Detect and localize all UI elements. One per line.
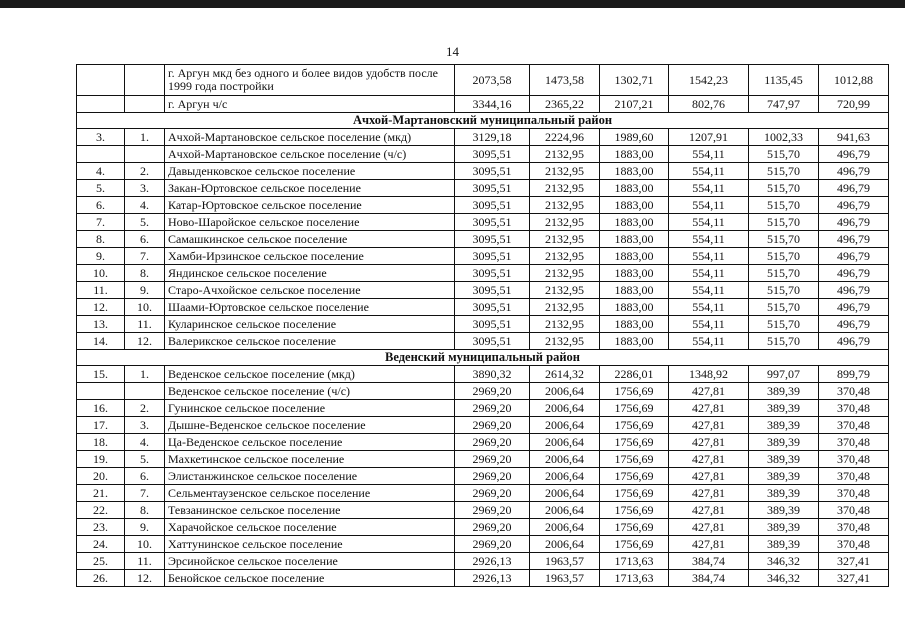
value-cell: 3095,51 xyxy=(455,265,530,282)
value-cell: 1883,00 xyxy=(600,163,669,180)
value-cell: 1002,33 xyxy=(749,129,819,146)
value-cell: 427,81 xyxy=(669,434,749,451)
value-cell: 515,70 xyxy=(749,146,819,163)
value-cell: 2969,20 xyxy=(455,536,530,553)
row-number: 16. xyxy=(77,400,125,417)
value-cell: 389,39 xyxy=(749,468,819,485)
value-cell: 515,70 xyxy=(749,265,819,282)
value-cell: 515,70 xyxy=(749,197,819,214)
table-row xyxy=(77,248,889,265)
value-cell: 496,79 xyxy=(819,163,889,180)
table-row xyxy=(77,96,889,113)
value-cell: 427,81 xyxy=(669,519,749,536)
settlement-name: Ново-Шаройское сельское поселение xyxy=(165,214,455,231)
value-cell: 1756,69 xyxy=(600,417,669,434)
row-sub-number: 3. xyxy=(125,180,165,197)
value-cell: 2132,95 xyxy=(530,214,600,231)
value-cell: 2006,64 xyxy=(530,502,600,519)
row-number: 10. xyxy=(77,265,125,282)
row-number: 15. xyxy=(77,366,125,383)
value-cell: 2224,96 xyxy=(530,129,600,146)
value-cell: 370,48 xyxy=(819,502,889,519)
value-cell: 1883,00 xyxy=(600,180,669,197)
row-number xyxy=(77,146,125,163)
value-cell: 1883,00 xyxy=(600,214,669,231)
table-row xyxy=(77,536,889,553)
settlement-name: Самашкинское сельское поселение xyxy=(165,231,455,248)
settlement-name: Сельментаузенское сельское поселение xyxy=(165,485,455,502)
value-cell: 2969,20 xyxy=(455,383,530,400)
value-cell: 3095,51 xyxy=(455,316,530,333)
value-cell: 496,79 xyxy=(819,282,889,299)
settlement-name: Яндинское сельское поселение xyxy=(165,265,455,282)
value-cell: 2926,13 xyxy=(455,553,530,570)
row-sub-number: 7. xyxy=(125,485,165,502)
value-cell: 496,79 xyxy=(819,180,889,197)
value-cell: 1963,57 xyxy=(530,570,600,587)
value-cell: 554,11 xyxy=(669,214,749,231)
value-cell: 3890,32 xyxy=(455,366,530,383)
row-number: 24. xyxy=(77,536,125,553)
section-header-row xyxy=(77,350,889,366)
value-cell: 2132,95 xyxy=(530,299,600,316)
table-row xyxy=(77,197,889,214)
settlement-name: Ца-Веденское сельское поселение xyxy=(165,434,455,451)
table-row xyxy=(77,434,889,451)
value-cell: 2132,95 xyxy=(530,163,600,180)
value-cell: 3095,51 xyxy=(455,214,530,231)
settlement-name: Тевзанинское сельское поселение xyxy=(165,502,455,519)
value-cell: 389,39 xyxy=(749,383,819,400)
value-cell: 1756,69 xyxy=(600,451,669,468)
value-cell: 1348,92 xyxy=(669,366,749,383)
settlement-name: Гунинское сельское поселение xyxy=(165,400,455,417)
value-cell: 3095,51 xyxy=(455,231,530,248)
value-cell: 2132,95 xyxy=(530,180,600,197)
value-cell: 2132,95 xyxy=(530,265,600,282)
value-cell: 1883,00 xyxy=(600,282,669,299)
row-sub-number: 8. xyxy=(125,265,165,282)
row-number: 14. xyxy=(77,333,125,350)
table-row xyxy=(77,485,889,502)
value-cell: 1473,58 xyxy=(530,65,600,96)
value-cell: 2132,95 xyxy=(530,146,600,163)
value-cell: 554,11 xyxy=(669,282,749,299)
value-cell: 1883,00 xyxy=(600,316,669,333)
value-cell: 554,11 xyxy=(669,231,749,248)
settlement-name: Старо-Ачхойское сельское поселение xyxy=(165,282,455,299)
page-bottom xyxy=(0,636,905,640)
value-cell: 370,48 xyxy=(819,383,889,400)
table-row xyxy=(77,129,889,146)
value-cell: 1883,00 xyxy=(600,248,669,265)
table-row xyxy=(77,451,889,468)
value-cell: 2614,32 xyxy=(530,366,600,383)
value-cell: 3095,51 xyxy=(455,299,530,316)
value-cell: 2969,20 xyxy=(455,451,530,468)
value-cell: 2969,20 xyxy=(455,502,530,519)
row-number: 13. xyxy=(77,316,125,333)
value-cell: 3095,51 xyxy=(455,282,530,299)
value-cell: 3095,51 xyxy=(455,163,530,180)
table-row xyxy=(77,146,889,163)
value-cell: 346,32 xyxy=(749,570,819,587)
section-title: Веденский муниципальный район xyxy=(77,350,889,366)
value-cell: 496,79 xyxy=(819,214,889,231)
value-cell: 2969,20 xyxy=(455,434,530,451)
row-sub-number: 10. xyxy=(125,536,165,553)
row-sub-number: 9. xyxy=(125,519,165,536)
value-cell: 389,39 xyxy=(749,434,819,451)
settlement-name: Давыденковское сельское поселение xyxy=(165,163,455,180)
value-cell: 515,70 xyxy=(749,333,819,350)
value-cell: 389,39 xyxy=(749,485,819,502)
settlement-name: г. Аргун ч/с xyxy=(165,96,455,113)
settlement-name: г. Аргун мкд без одного и более видов удобств после 1999 года постройки xyxy=(165,65,455,96)
settlement-name: Хаттунинское сельское поселение xyxy=(165,536,455,553)
row-number: 7. xyxy=(77,214,125,231)
table-row xyxy=(77,214,889,231)
value-cell: 496,79 xyxy=(819,316,889,333)
settlement-name: Харачойское сельское поселение xyxy=(165,519,455,536)
value-cell: 2132,95 xyxy=(530,316,600,333)
value-cell: 515,70 xyxy=(749,231,819,248)
value-cell: 2132,95 xyxy=(530,248,600,265)
value-cell: 3095,51 xyxy=(455,248,530,265)
value-cell: 1302,71 xyxy=(600,65,669,96)
value-cell: 2132,95 xyxy=(530,231,600,248)
row-sub-number: 4. xyxy=(125,434,165,451)
settlement-name: Ачхой-Мартановское сельское поселение (ч/с) xyxy=(165,146,455,163)
value-cell: 370,48 xyxy=(819,536,889,553)
row-number: 25. xyxy=(77,553,125,570)
settlement-name: Закан-Юртовское сельское поселение xyxy=(165,180,455,197)
settlement-name: Эрсинойское сельское поселение xyxy=(165,553,455,570)
row-sub-number: 1. xyxy=(125,366,165,383)
value-cell: 2006,64 xyxy=(530,434,600,451)
value-cell: 389,39 xyxy=(749,502,819,519)
table-row xyxy=(77,163,889,180)
row-sub-number: 4. xyxy=(125,197,165,214)
row-sub-number: 6. xyxy=(125,468,165,485)
value-cell: 1713,63 xyxy=(600,570,669,587)
value-cell: 515,70 xyxy=(749,163,819,180)
value-cell: 2073,58 xyxy=(455,65,530,96)
table-row xyxy=(77,570,889,587)
value-cell: 1756,69 xyxy=(600,502,669,519)
table-row xyxy=(77,366,889,383)
row-sub-number: 5. xyxy=(125,451,165,468)
value-cell: 941,63 xyxy=(819,129,889,146)
settlement-name: Катар-Юртовское сельское поселение xyxy=(165,197,455,214)
row-sub-number: 2. xyxy=(125,163,165,180)
value-cell: 2132,95 xyxy=(530,197,600,214)
value-cell: 1756,69 xyxy=(600,536,669,553)
value-cell: 1756,69 xyxy=(600,383,669,400)
table-row xyxy=(77,333,889,350)
row-number: 18. xyxy=(77,434,125,451)
row-number: 8. xyxy=(77,231,125,248)
table-row xyxy=(77,299,889,316)
value-cell: 997,07 xyxy=(749,366,819,383)
value-cell: 1989,60 xyxy=(600,129,669,146)
value-cell: 389,39 xyxy=(749,519,819,536)
value-cell: 346,32 xyxy=(749,553,819,570)
table-body xyxy=(77,65,889,587)
row-number: 19. xyxy=(77,451,125,468)
value-cell: 515,70 xyxy=(749,248,819,265)
settlement-name: Шаами-Юртовское сельское поселение xyxy=(165,299,455,316)
row-sub-number: 5. xyxy=(125,214,165,231)
value-cell: 554,11 xyxy=(669,299,749,316)
value-cell: 2969,20 xyxy=(455,485,530,502)
settlement-name: Элистанжинское сельское поселение xyxy=(165,468,455,485)
settlement-name: Валерикское сельское поселение xyxy=(165,333,455,350)
value-cell: 554,11 xyxy=(669,180,749,197)
value-cell: 2969,20 xyxy=(455,417,530,434)
row-number xyxy=(77,383,125,400)
value-cell: 496,79 xyxy=(819,146,889,163)
value-cell: 2132,95 xyxy=(530,282,600,299)
value-cell: 515,70 xyxy=(749,282,819,299)
scan-top-border xyxy=(0,0,905,8)
row-sub-number: 12. xyxy=(125,570,165,587)
row-sub-number: 7. xyxy=(125,248,165,265)
value-cell: 427,81 xyxy=(669,400,749,417)
value-cell: 1135,45 xyxy=(749,65,819,96)
row-number: 23. xyxy=(77,519,125,536)
value-cell: 496,79 xyxy=(819,248,889,265)
value-cell: 3095,51 xyxy=(455,146,530,163)
settlement-name: Кулаpинское сельское поселение xyxy=(165,316,455,333)
row-number: 9. xyxy=(77,248,125,265)
value-cell: 515,70 xyxy=(749,299,819,316)
value-cell: 2006,64 xyxy=(530,519,600,536)
value-cell: 2365,22 xyxy=(530,96,600,113)
row-sub-number xyxy=(125,146,165,163)
value-cell: 427,81 xyxy=(669,502,749,519)
table-row xyxy=(77,553,889,570)
table-row xyxy=(77,316,889,333)
row-sub-number: 1. xyxy=(125,129,165,146)
section-title: Ачхой-Мартановский муниципальный район xyxy=(77,113,889,129)
value-cell: 370,48 xyxy=(819,519,889,536)
value-cell: 1713,63 xyxy=(600,553,669,570)
value-cell: 3095,51 xyxy=(455,333,530,350)
row-sub-number: 9. xyxy=(125,282,165,299)
settlement-name: Веденское сельское поселение (ч/с) xyxy=(165,383,455,400)
value-cell: 496,79 xyxy=(819,333,889,350)
value-cell: 899,79 xyxy=(819,366,889,383)
value-cell: 3129,18 xyxy=(455,129,530,146)
value-cell: 384,74 xyxy=(669,553,749,570)
value-cell: 427,81 xyxy=(669,485,749,502)
value-cell: 427,81 xyxy=(669,417,749,434)
table-row xyxy=(77,400,889,417)
value-cell: 427,81 xyxy=(669,468,749,485)
row-sub-number xyxy=(125,96,165,113)
value-cell: 389,39 xyxy=(749,536,819,553)
row-sub-number: 8. xyxy=(125,502,165,519)
settlement-name: Ачхой-Мартановское сельское поселение (мкд) xyxy=(165,129,455,146)
row-sub-number: 11. xyxy=(125,553,165,570)
value-cell: 3344,16 xyxy=(455,96,530,113)
row-number xyxy=(77,65,125,96)
table-row xyxy=(77,180,889,197)
value-cell: 2006,64 xyxy=(530,485,600,502)
value-cell: 1883,00 xyxy=(600,197,669,214)
value-cell: 2132,95 xyxy=(530,333,600,350)
settlement-name: Веденское сельское поселение (мкд) xyxy=(165,366,455,383)
value-cell: 1883,00 xyxy=(600,333,669,350)
row-number: 20. xyxy=(77,468,125,485)
row-sub-number: 10. xyxy=(125,299,165,316)
value-cell: 2969,20 xyxy=(455,400,530,417)
table-row xyxy=(77,502,889,519)
value-cell: 747,97 xyxy=(749,96,819,113)
row-number: 21. xyxy=(77,485,125,502)
value-cell: 370,48 xyxy=(819,485,889,502)
row-number: 17. xyxy=(77,417,125,434)
row-number: 22. xyxy=(77,502,125,519)
value-cell: 515,70 xyxy=(749,214,819,231)
row-number: 3. xyxy=(77,129,125,146)
value-cell: 554,11 xyxy=(669,146,749,163)
value-cell: 1883,00 xyxy=(600,299,669,316)
settlement-name: Бенойское сельское поселение xyxy=(165,570,455,587)
row-number: 26. xyxy=(77,570,125,587)
value-cell: 554,11 xyxy=(669,248,749,265)
row-sub-number: 11. xyxy=(125,316,165,333)
value-cell: 554,11 xyxy=(669,197,749,214)
value-cell: 327,41 xyxy=(819,570,889,587)
row-sub-number: 6. xyxy=(125,231,165,248)
value-cell: 720,99 xyxy=(819,96,889,113)
table-row xyxy=(77,65,889,96)
value-cell: 2926,13 xyxy=(455,570,530,587)
value-cell: 1542,23 xyxy=(669,65,749,96)
settlement-name: Дышне-Веденское сельское поселение xyxy=(165,417,455,434)
table-row xyxy=(77,383,889,400)
value-cell: 427,81 xyxy=(669,383,749,400)
value-cell: 370,48 xyxy=(819,400,889,417)
value-cell: 496,79 xyxy=(819,197,889,214)
value-cell: 2286,01 xyxy=(600,366,669,383)
value-cell: 370,48 xyxy=(819,417,889,434)
value-cell: 802,76 xyxy=(669,96,749,113)
table-row xyxy=(77,265,889,282)
section-header-row xyxy=(77,113,889,129)
value-cell: 327,41 xyxy=(819,553,889,570)
value-cell: 496,79 xyxy=(819,299,889,316)
value-cell: 496,79 xyxy=(819,231,889,248)
row-sub-number: 3. xyxy=(125,417,165,434)
value-cell: 1756,69 xyxy=(600,519,669,536)
row-sub-number: 2. xyxy=(125,400,165,417)
row-number: 4. xyxy=(77,163,125,180)
value-cell: 496,79 xyxy=(819,265,889,282)
value-cell: 1756,69 xyxy=(600,485,669,502)
value-cell: 389,39 xyxy=(749,417,819,434)
table-row xyxy=(77,417,889,434)
row-sub-number xyxy=(125,65,165,96)
row-number: 12. xyxy=(77,299,125,316)
value-cell: 427,81 xyxy=(669,451,749,468)
table-row xyxy=(77,282,889,299)
row-number xyxy=(77,96,125,113)
table-row xyxy=(77,468,889,485)
value-cell: 1756,69 xyxy=(600,468,669,485)
value-cell: 554,11 xyxy=(669,333,749,350)
value-cell: 1963,57 xyxy=(530,553,600,570)
value-cell: 3095,51 xyxy=(455,197,530,214)
value-cell: 370,48 xyxy=(819,468,889,485)
value-cell: 2006,64 xyxy=(530,468,600,485)
value-cell: 389,39 xyxy=(749,451,819,468)
value-cell: 389,39 xyxy=(749,400,819,417)
value-cell: 554,11 xyxy=(669,265,749,282)
row-number: 11. xyxy=(77,282,125,299)
value-cell: 2107,21 xyxy=(600,96,669,113)
value-cell: 384,74 xyxy=(669,570,749,587)
table-row xyxy=(77,519,889,536)
value-cell: 2006,64 xyxy=(530,417,600,434)
tariff-table xyxy=(76,64,889,587)
value-cell: 515,70 xyxy=(749,316,819,333)
value-cell: 1883,00 xyxy=(600,146,669,163)
row-sub-number xyxy=(125,383,165,400)
value-cell: 1756,69 xyxy=(600,434,669,451)
row-number: 5. xyxy=(77,180,125,197)
value-cell: 1883,00 xyxy=(600,231,669,248)
value-cell: 554,11 xyxy=(669,163,749,180)
settlement-name: Хамби-Ирзинское сельское поселение xyxy=(165,248,455,265)
value-cell: 515,70 xyxy=(749,180,819,197)
value-cell: 2006,64 xyxy=(530,451,600,468)
value-cell: 554,11 xyxy=(669,316,749,333)
row-number: 6. xyxy=(77,197,125,214)
page-number: 14 xyxy=(446,44,459,59)
value-cell: 2969,20 xyxy=(455,519,530,536)
value-cell: 1012,88 xyxy=(819,65,889,96)
value-cell: 2006,64 xyxy=(530,400,600,417)
value-cell: 370,48 xyxy=(819,451,889,468)
value-cell: 2006,64 xyxy=(530,536,600,553)
settlement-name: Махкетинское сельское поселение xyxy=(165,451,455,468)
value-cell: 370,48 xyxy=(819,434,889,451)
value-cell: 1756,69 xyxy=(600,400,669,417)
value-cell: 427,81 xyxy=(669,536,749,553)
value-cell: 3095,51 xyxy=(455,180,530,197)
value-cell: 1883,00 xyxy=(600,265,669,282)
value-cell: 2969,20 xyxy=(455,468,530,485)
table-row xyxy=(77,231,889,248)
value-cell: 2006,64 xyxy=(530,383,600,400)
value-cell: 1207,91 xyxy=(669,129,749,146)
row-sub-number: 12. xyxy=(125,333,165,350)
